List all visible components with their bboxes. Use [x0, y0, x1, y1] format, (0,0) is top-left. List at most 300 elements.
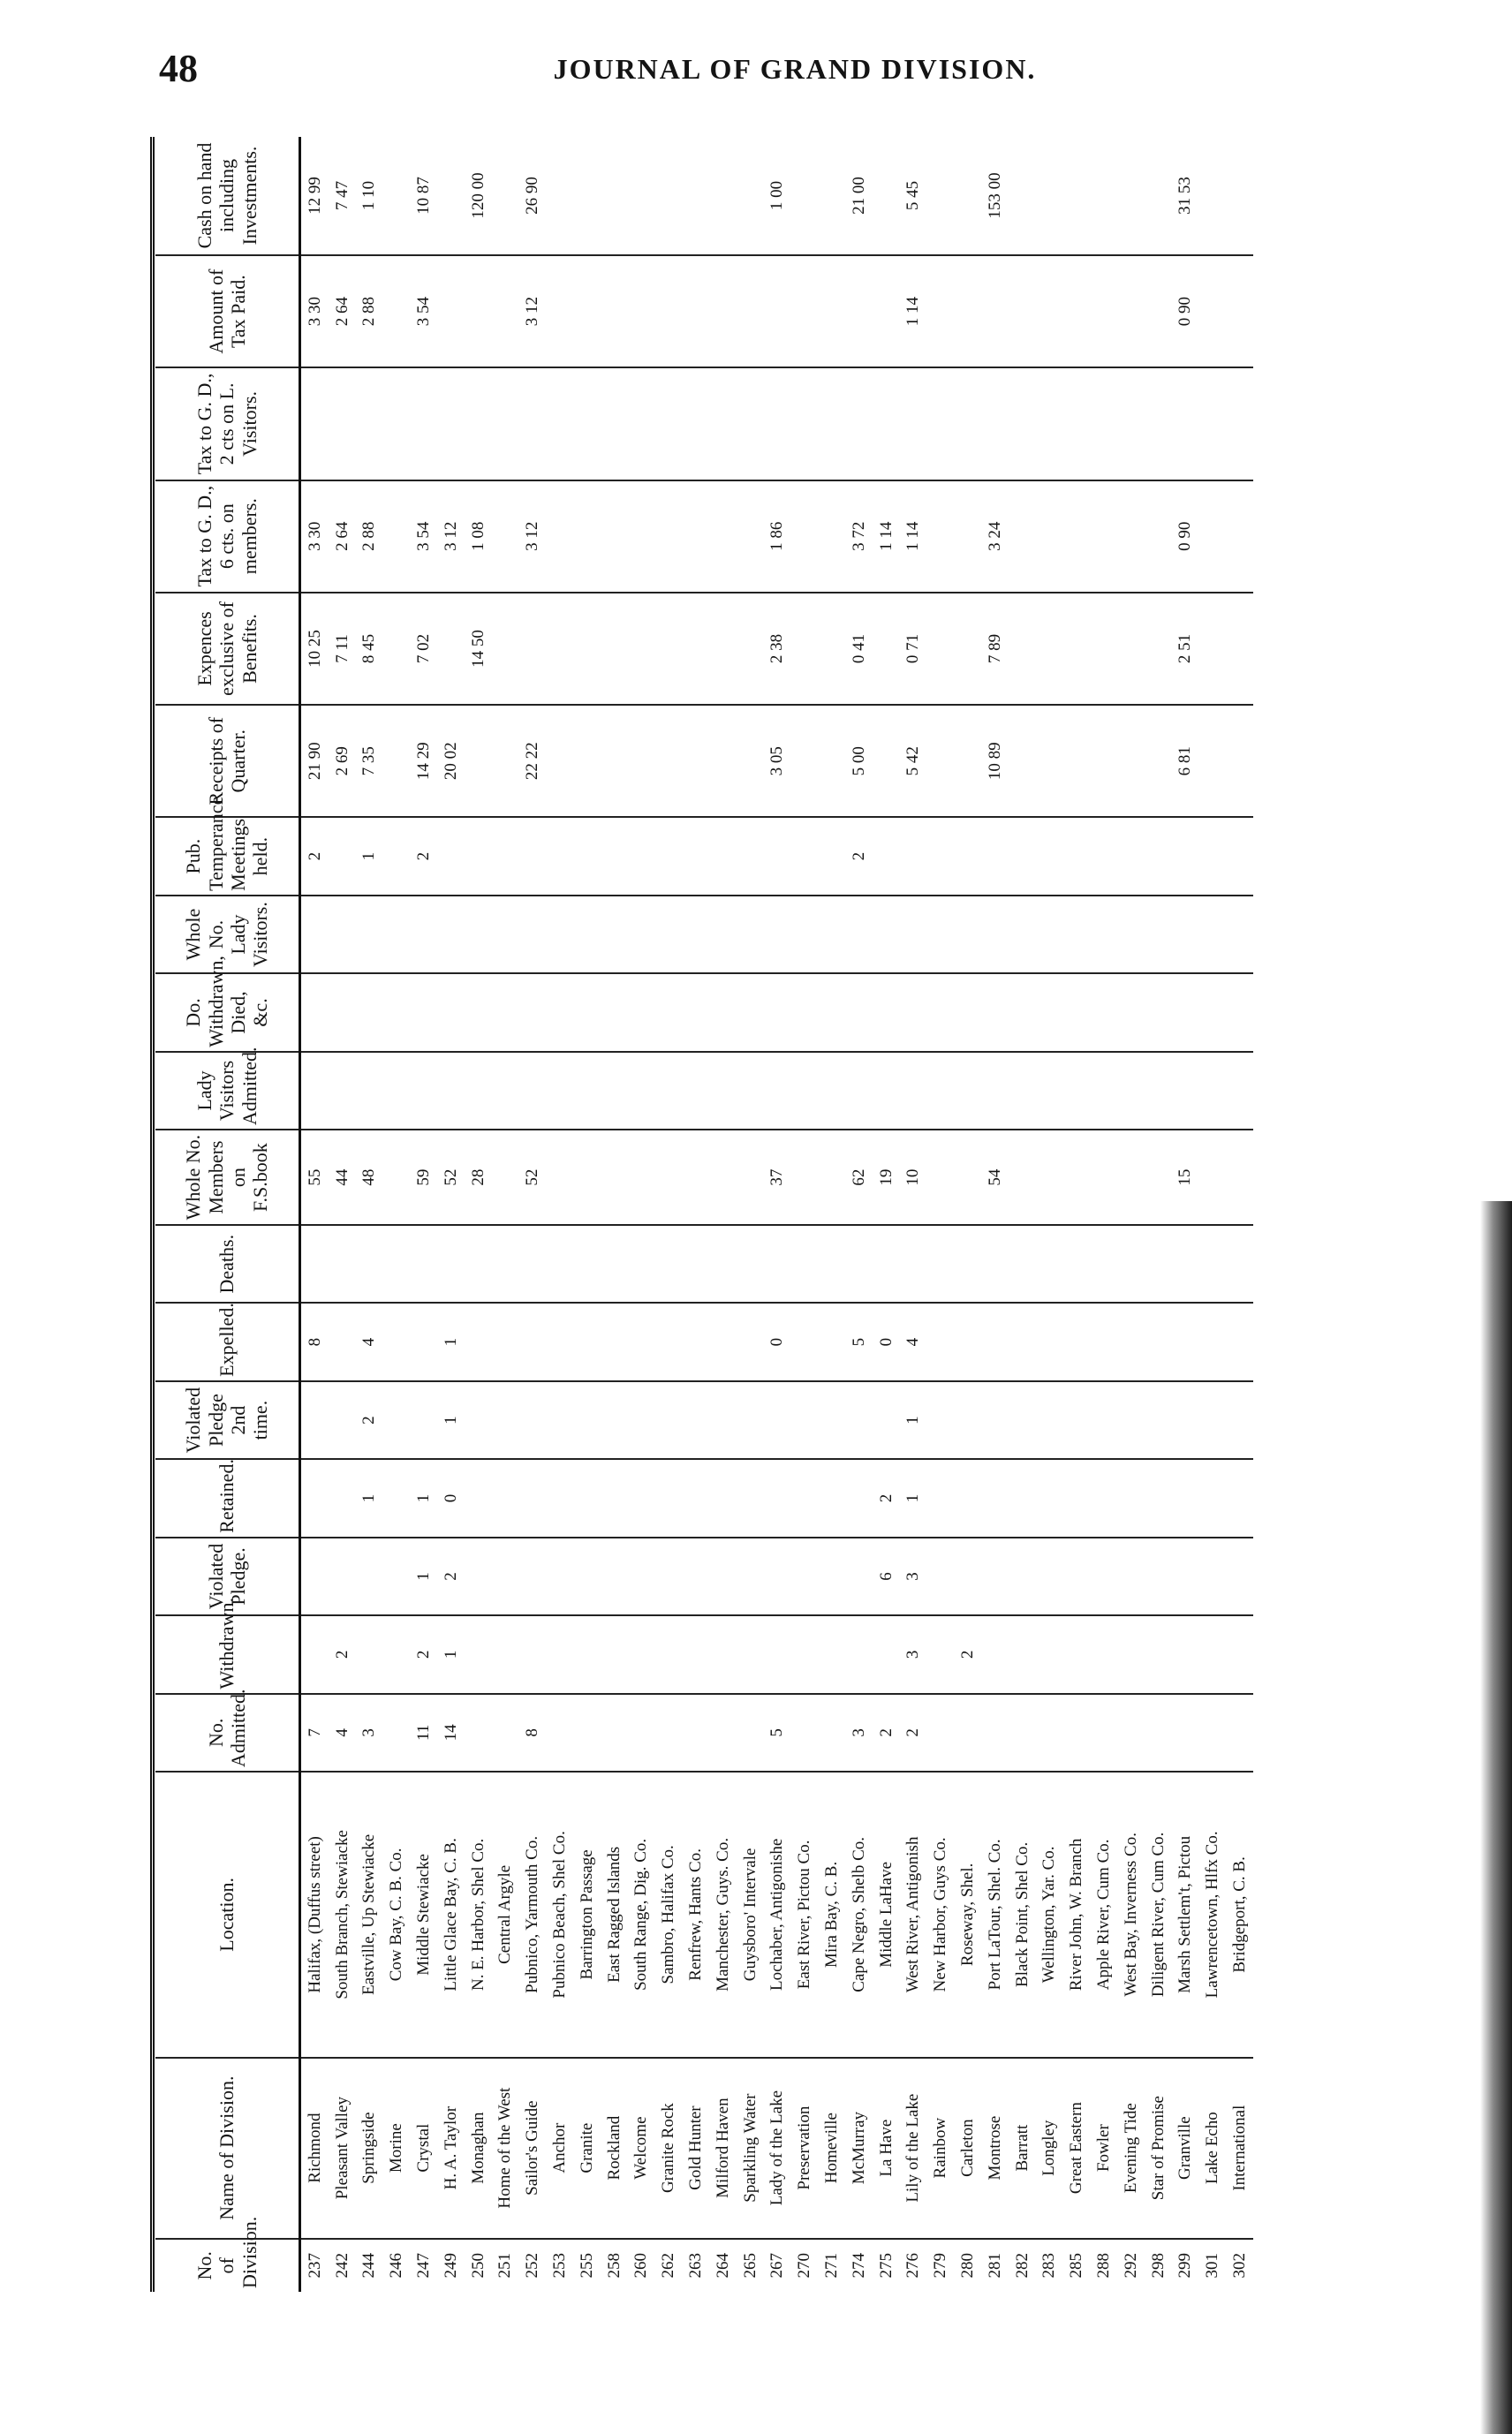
value-cell: 2: [410, 1615, 437, 1693]
value-cell: [1226, 1538, 1253, 1615]
value-cell: [1226, 817, 1253, 895]
value-cell: [382, 896, 410, 973]
division-number-cell: 247: [414, 2253, 434, 2279]
value-cell: [790, 255, 818, 367]
value-cell: [1117, 1538, 1145, 1615]
location-cell: Barrington Passage: [573, 1772, 601, 2058]
table-row: [465, 137, 492, 2292]
division-name-cell: McMurray: [845, 2058, 873, 2239]
value-cell: [926, 1381, 954, 1459]
value-cell: [601, 137, 628, 255]
value-cell: [1198, 1225, 1226, 1303]
value-cell: [437, 367, 465, 480]
table-row: [1090, 137, 1117, 2292]
value-cell: 44: [329, 1130, 356, 1225]
value-cell: [954, 973, 981, 1051]
value-cell: 14 29: [410, 705, 437, 817]
value-cell: [628, 705, 655, 817]
value-cell: [492, 1381, 519, 1459]
value-cell: [382, 1381, 410, 1459]
value-cell: [1172, 896, 1199, 973]
value-cell: 5 42: [900, 705, 927, 817]
value-cell: [1172, 1052, 1199, 1130]
value-cell: [573, 1303, 601, 1380]
value-cell: [654, 1459, 682, 1537]
value-cell: [437, 593, 465, 705]
value-cell: [954, 1225, 981, 1303]
table-row: [1226, 137, 1253, 2292]
value-cell: [573, 1538, 601, 1615]
value-cell: 1 08: [465, 480, 492, 593]
table-row: [437, 137, 465, 2292]
value-cell: 7 02: [410, 593, 437, 705]
value-cell: [573, 817, 601, 895]
value-cell: [356, 367, 383, 480]
column-header: Whole No. Members on F.S.book: [155, 1130, 300, 1225]
value-cell: [981, 1459, 1009, 1537]
value-cell: [654, 1381, 682, 1459]
value-cell: [737, 137, 764, 255]
division-number-cell: 275: [876, 2253, 896, 2279]
value-cell: [628, 1381, 655, 1459]
value-cell: [1036, 705, 1063, 817]
value-cell: [1090, 705, 1117, 817]
page-header: [159, 46, 1431, 99]
value-cell: [492, 1459, 519, 1537]
value-cell: [1090, 593, 1117, 705]
value-cell: [818, 480, 845, 593]
location-cell: Cape Negro, Shelb Co.: [845, 1772, 873, 2058]
location-cell: Guysboro' Intervale: [737, 1772, 764, 2058]
value-cell: [437, 817, 465, 895]
value-cell: [900, 817, 927, 895]
location-cell: Marsh Settlem't, Pictou: [1172, 1772, 1199, 2058]
table-row: [356, 137, 383, 2292]
location-cell: Eastville, Up Stewiacke: [356, 1772, 383, 2058]
division-number-cell: 282: [1012, 2253, 1032, 2279]
value-cell: 3: [845, 1694, 873, 1772]
table-row: [818, 137, 845, 2292]
division-name-cell: Granite Rock: [654, 2058, 682, 2239]
value-cell: [465, 896, 492, 973]
column-header: Tax to G. D., 2 cts on L. Visitors.: [155, 367, 300, 480]
value-cell: [818, 817, 845, 895]
value-cell: [926, 137, 954, 255]
value-cell: [790, 367, 818, 480]
value-cell: 31 53: [1172, 137, 1199, 255]
value-cell: [601, 1130, 628, 1225]
division-number-cell: 276: [903, 2253, 923, 2279]
value-cell: [709, 367, 737, 480]
division-number-cell: 299: [1176, 2253, 1195, 2279]
value-cell: 19: [873, 1130, 900, 1225]
value-cell: 3 05: [764, 705, 791, 817]
value-cell: [1062, 1052, 1090, 1130]
value-cell: [1226, 1381, 1253, 1459]
value-cell: [518, 1303, 546, 1380]
division-name-cell: International: [1226, 2058, 1253, 2239]
table-row: [1145, 137, 1172, 2292]
value-cell: [300, 1538, 329, 1615]
division-name-cell: Granite: [573, 2058, 601, 2239]
value-cell: 59: [410, 1130, 437, 1225]
value-cell: [601, 593, 628, 705]
value-cell: [465, 367, 492, 480]
value-cell: [410, 367, 437, 480]
division-name-cell: Rainbow: [926, 2058, 954, 2239]
division-number-cell: 263: [686, 2253, 706, 2279]
division-number-cell: 301: [1203, 2253, 1222, 2279]
value-cell: [1145, 1459, 1172, 1537]
value-cell: [492, 705, 519, 817]
value-cell: [954, 255, 981, 367]
value-cell: [845, 973, 873, 1051]
value-cell: [382, 1052, 410, 1130]
column-header: Lady Visitors Admitted.: [155, 1052, 300, 1130]
location-cell: East Ragged Islands: [601, 1772, 628, 2058]
value-cell: [1036, 1381, 1063, 1459]
value-cell: 5: [845, 1303, 873, 1380]
value-cell: [900, 896, 927, 973]
division-name-cell: H. A. Taylor: [437, 2058, 465, 2239]
column-header: Expences exclusive of Benefits.: [155, 593, 300, 705]
value-cell: [1117, 1303, 1145, 1380]
value-cell: [818, 1381, 845, 1459]
value-cell: [1062, 1615, 1090, 1693]
value-cell: [1009, 367, 1036, 480]
value-cell: 2 64: [329, 255, 356, 367]
value-cell: [926, 1694, 954, 1772]
value-cell: [845, 255, 873, 367]
value-cell: [654, 1303, 682, 1380]
value-cell: 28: [465, 1130, 492, 1225]
table-row: [1198, 137, 1226, 2292]
value-cell: 2: [329, 1615, 356, 1693]
value-cell: 1: [356, 1459, 383, 1537]
value-cell: 6: [873, 1538, 900, 1615]
table-row: [1009, 137, 1036, 2292]
column-header: Location.: [155, 1772, 300, 2058]
value-cell: [628, 817, 655, 895]
value-cell: [1062, 480, 1090, 593]
value-cell: [1226, 1303, 1253, 1380]
value-cell: [1145, 1538, 1172, 1615]
value-cell: [1198, 255, 1226, 367]
value-cell: [329, 1538, 356, 1615]
value-cell: [518, 1615, 546, 1693]
location-cell: West Bay, Inverness Co.: [1117, 1772, 1145, 2058]
value-cell: [1009, 705, 1036, 817]
value-cell: [1090, 367, 1117, 480]
value-cell: [1172, 1615, 1199, 1693]
value-cell: [1036, 1615, 1063, 1693]
value-cell: [954, 1381, 981, 1459]
value-cell: [465, 1303, 492, 1380]
value-cell: 62: [845, 1130, 873, 1225]
value-cell: [546, 1130, 573, 1225]
value-cell: 0: [873, 1303, 900, 1380]
value-cell: [682, 1225, 709, 1303]
value-cell: [900, 367, 927, 480]
value-cell: [1036, 1303, 1063, 1380]
value-cell: 3 12: [518, 480, 546, 593]
value-cell: [1062, 255, 1090, 367]
value-cell: [382, 705, 410, 817]
value-cell: [1090, 255, 1117, 367]
value-cell: [926, 817, 954, 895]
value-cell: [737, 1538, 764, 1615]
value-cell: [873, 593, 900, 705]
value-cell: [382, 973, 410, 1051]
value-cell: 1: [437, 1381, 465, 1459]
value-cell: 2 69: [329, 705, 356, 817]
table-row: [790, 137, 818, 2292]
location-cell: Middle LaHave: [873, 1772, 900, 2058]
value-cell: [518, 1459, 546, 1537]
division-number-cell: 302: [1229, 2253, 1249, 2279]
value-cell: [1145, 255, 1172, 367]
table-row: [628, 137, 655, 2292]
value-cell: [845, 367, 873, 480]
value-cell: [573, 255, 601, 367]
value-cell: [518, 593, 546, 705]
value-cell: [1145, 1615, 1172, 1693]
value-cell: [628, 1303, 655, 1380]
column-header: Violated Pledge.: [155, 1538, 300, 1615]
value-cell: [654, 137, 682, 255]
value-cell: [382, 367, 410, 480]
value-cell: [546, 255, 573, 367]
value-cell: [437, 973, 465, 1051]
value-cell: [926, 367, 954, 480]
value-cell: [546, 480, 573, 593]
value-cell: 5 45: [900, 137, 927, 255]
value-cell: [1036, 480, 1063, 593]
value-cell: 120 00: [465, 137, 492, 255]
division-number-cell: 279: [931, 2253, 950, 2279]
division-name-cell: Montrose: [981, 2058, 1009, 2239]
location-cell: Sambro, Halifax Co.: [654, 1772, 682, 2058]
value-cell: [1009, 1052, 1036, 1130]
division-name-cell: Great Eastern: [1062, 2058, 1090, 2239]
value-cell: 8: [518, 1694, 546, 1772]
value-cell: 26 90: [518, 137, 546, 255]
value-cell: [329, 973, 356, 1051]
division-name-cell: Crystal: [410, 2058, 437, 2239]
value-cell: [845, 1052, 873, 1130]
value-cell: 2: [900, 1694, 927, 1772]
value-cell: [601, 705, 628, 817]
value-cell: 0 41: [845, 593, 873, 705]
location-cell: South Range, Dig. Co.: [628, 1772, 655, 2058]
division-name-cell: Home of the West: [492, 2058, 519, 2239]
value-cell: 7: [300, 1694, 329, 1772]
value-cell: [518, 1225, 546, 1303]
value-cell: [465, 705, 492, 817]
value-cell: 5 00: [845, 705, 873, 817]
value-cell: 21 00: [845, 137, 873, 255]
value-cell: [981, 1052, 1009, 1130]
value-cell: [1036, 1538, 1063, 1615]
value-cell: [737, 1615, 764, 1693]
value-cell: 5: [764, 1694, 791, 1772]
value-cell: [1090, 1225, 1117, 1303]
value-cell: [873, 896, 900, 973]
value-cell: 1 14: [900, 480, 927, 593]
value-cell: [900, 1225, 927, 1303]
table-row: [954, 137, 981, 2292]
value-cell: [654, 1694, 682, 1772]
value-cell: 22 22: [518, 705, 546, 817]
value-cell: [926, 255, 954, 367]
table-row: [764, 137, 791, 2292]
value-cell: [382, 1694, 410, 1772]
location-cell: Bridgeport, C. B.: [1226, 1772, 1253, 2058]
value-cell: [437, 1225, 465, 1303]
value-cell: [1117, 896, 1145, 973]
value-cell: [465, 1694, 492, 1772]
value-cell: [1198, 367, 1226, 480]
value-cell: 4: [356, 1303, 383, 1380]
value-cell: [1226, 1130, 1253, 1225]
value-cell: [628, 593, 655, 705]
value-cell: [682, 1052, 709, 1130]
division-name-cell: Rockland: [601, 2058, 628, 2239]
value-cell: [1145, 1381, 1172, 1459]
column-header: Receipts of Quarter.: [155, 705, 300, 817]
value-cell: [601, 1052, 628, 1130]
value-cell: 3 54: [410, 480, 437, 593]
value-cell: [790, 137, 818, 255]
value-cell: [981, 1225, 1009, 1303]
value-cell: [818, 1615, 845, 1693]
value-cell: 4: [900, 1303, 927, 1380]
value-cell: [573, 1130, 601, 1225]
division-name-cell: Springside: [356, 2058, 383, 2239]
value-cell: [492, 1225, 519, 1303]
value-cell: [926, 705, 954, 817]
value-cell: [737, 593, 764, 705]
value-cell: [1009, 896, 1036, 973]
location-cell: Pubnico Beach, Shel Co.: [546, 1772, 573, 2058]
table-row: [1062, 137, 1090, 2292]
value-cell: [492, 896, 519, 973]
column-header: Violated Pledge 2nd time.: [155, 1381, 300, 1459]
value-cell: [790, 1303, 818, 1380]
value-cell: [329, 1225, 356, 1303]
value-cell: [1036, 255, 1063, 367]
value-cell: [1090, 137, 1117, 255]
value-cell: [764, 817, 791, 895]
location-cell: Lochaber, Antigonishe: [764, 1772, 791, 2058]
value-cell: 3: [900, 1615, 927, 1693]
value-cell: 153 00: [981, 137, 1009, 255]
value-cell: [1117, 973, 1145, 1051]
value-cell: [737, 817, 764, 895]
value-cell: [1145, 367, 1172, 480]
value-cell: 3: [900, 1538, 927, 1615]
division-name-cell: Milford Haven: [709, 2058, 737, 2239]
value-cell: [1036, 817, 1063, 895]
division-number-cell: 271: [822, 2253, 842, 2279]
value-cell: [628, 1130, 655, 1225]
division-name-cell: Lady of the Lake: [764, 2058, 791, 2239]
value-cell: [1036, 896, 1063, 973]
value-cell: [546, 1615, 573, 1693]
division-number-cell: 265: [740, 2253, 760, 2279]
value-cell: [873, 817, 900, 895]
value-cell: [601, 1538, 628, 1615]
value-cell: [790, 1538, 818, 1615]
value-cell: [628, 1694, 655, 1772]
page-number: 48: [159, 47, 198, 90]
value-cell: [1009, 255, 1036, 367]
value-cell: [926, 1303, 954, 1380]
value-cell: [601, 973, 628, 1051]
value-cell: [654, 1225, 682, 1303]
value-cell: [1198, 1694, 1226, 1772]
value-cell: 20 02: [437, 705, 465, 817]
value-cell: [1117, 1052, 1145, 1130]
value-cell: [845, 1615, 873, 1693]
value-cell: [1062, 1225, 1090, 1303]
value-cell: [410, 1225, 437, 1303]
column-header: Tax to G. D., 6 cts. on members.: [155, 480, 300, 593]
value-cell: [1145, 896, 1172, 973]
value-cell: 2: [873, 1459, 900, 1537]
value-cell: [356, 896, 383, 973]
value-cell: [790, 1130, 818, 1225]
value-cell: [1036, 1052, 1063, 1130]
value-cell: [845, 1381, 873, 1459]
value-cell: [601, 1459, 628, 1537]
value-cell: [1117, 1225, 1145, 1303]
value-cell: [1036, 1130, 1063, 1225]
value-cell: 12 99: [300, 137, 329, 255]
value-cell: [1117, 705, 1145, 817]
value-cell: 1 10: [356, 137, 383, 255]
value-cell: [737, 1303, 764, 1380]
column-header: Name of Division.: [155, 2058, 300, 2239]
value-cell: [709, 1459, 737, 1537]
location-cell: Black Point, Shel Co.: [1009, 1772, 1036, 2058]
value-cell: [926, 896, 954, 973]
division-name-cell: Longley: [1036, 2058, 1063, 2239]
value-cell: [790, 1381, 818, 1459]
value-cell: [1009, 1538, 1036, 1615]
value-cell: [1009, 1381, 1036, 1459]
value-cell: [410, 1381, 437, 1459]
value-cell: [300, 1615, 329, 1693]
value-cell: [682, 973, 709, 1051]
value-cell: [492, 817, 519, 895]
value-cell: [382, 1130, 410, 1225]
header-row: [155, 137, 300, 2292]
value-cell: [818, 137, 845, 255]
value-cell: [981, 1615, 1009, 1693]
value-cell: [1009, 973, 1036, 1051]
value-cell: [382, 1303, 410, 1380]
value-cell: [737, 1694, 764, 1772]
division-name-cell: Lake Echo: [1198, 2058, 1226, 2239]
division-number-cell: 255: [577, 2253, 596, 2279]
value-cell: [546, 1459, 573, 1537]
table-row: [737, 137, 764, 2292]
value-cell: 10 87: [410, 137, 437, 255]
value-cell: [518, 367, 546, 480]
value-cell: [1172, 817, 1199, 895]
value-cell: [709, 1225, 737, 1303]
